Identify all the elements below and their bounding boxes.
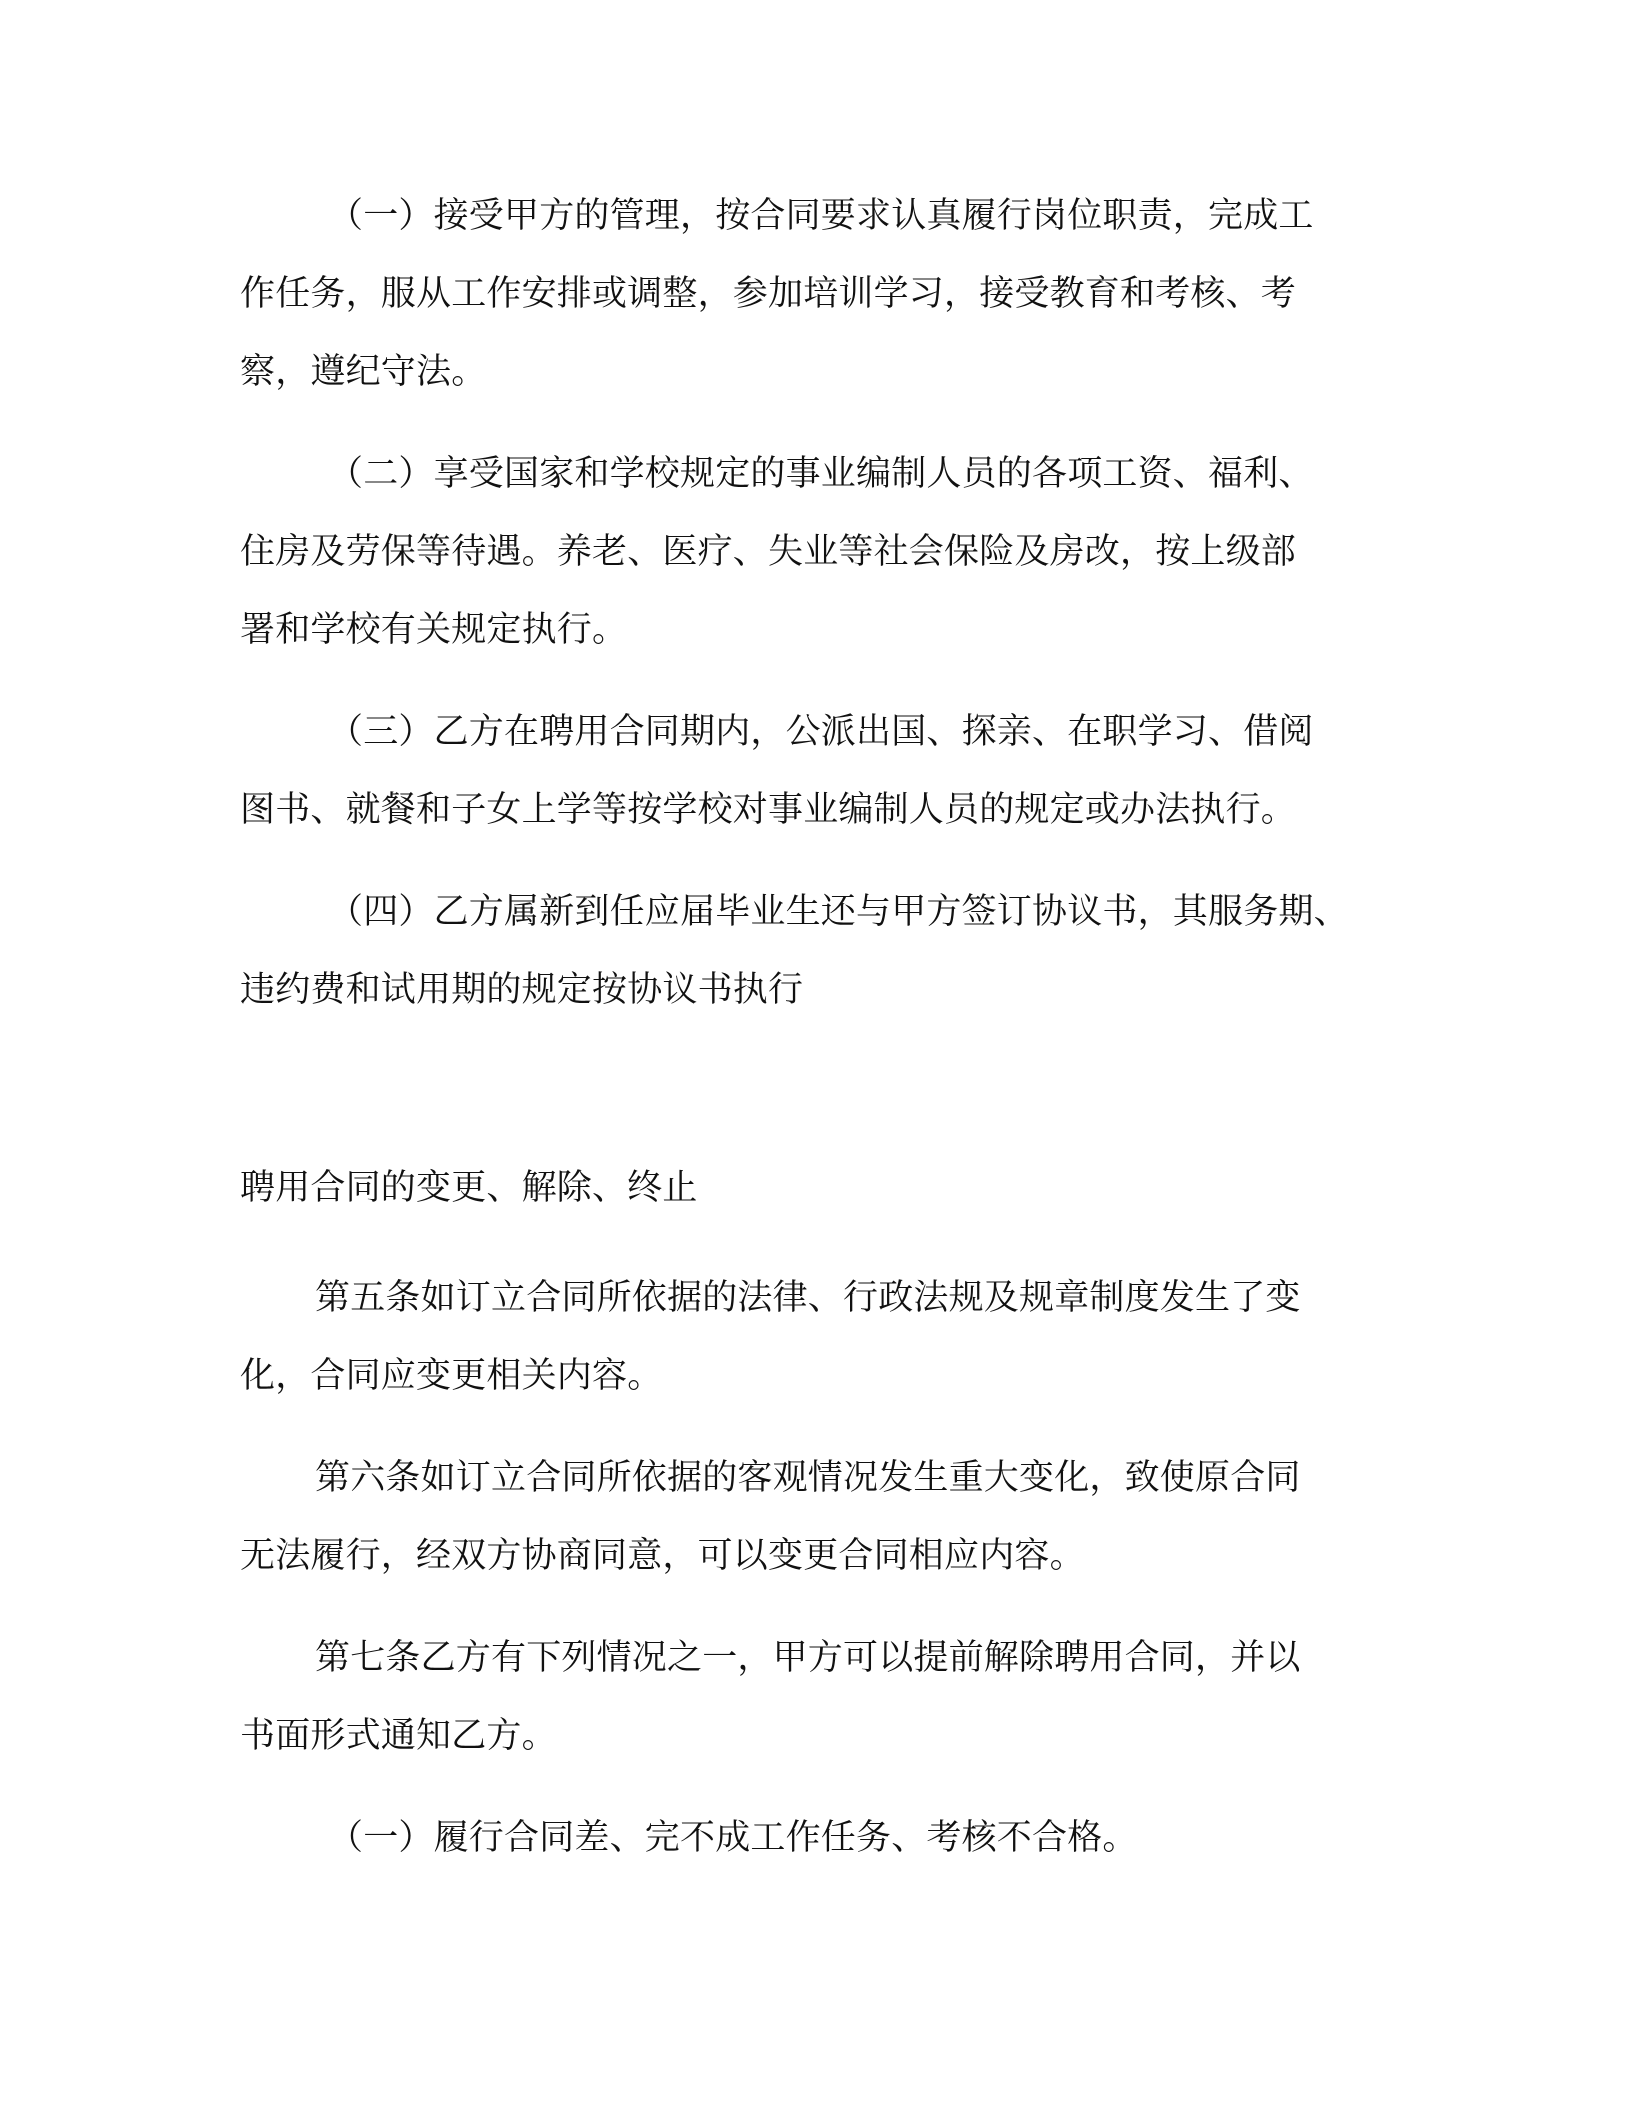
section-heading: 聘用合同的变更、解除、终止: [240, 1168, 698, 1208]
item-1-line-1: （一）接受甲方的管理，按合同要求认真履行岗位职责，完成工: [328, 196, 1314, 236]
article-6-line-1: 第六条如订立合同所依据的客观情况发生重大变化，致使原合同: [315, 1458, 1301, 1498]
item-4-line-2: 违约费和试用期的规定按协议书执行: [240, 970, 804, 1010]
article-5-line-2: 化，合同应变更相关内容。: [240, 1356, 663, 1396]
article-7-line-1: 第七条乙方有下列情况之一，甲方可以提前解除聘用合同，并以: [315, 1638, 1301, 1678]
item-1-line-3: 察，遵纪守法。: [240, 352, 487, 392]
article-6-line-2: 无法履行，经双方协商同意，可以变更合同相应内容。: [240, 1536, 1085, 1576]
article-5-line-1: 第五条如订立合同所依据的法律、行政法规及规章制度发生了变: [315, 1278, 1301, 1318]
item-3-line-2: 图书、就餐和子女上学等按学校对事业编制人员的规定或办法执行。: [240, 790, 1297, 830]
item-3-line-1: （三）乙方在聘用合同期内，公派出国、探亲、在职学习、借阅: [328, 712, 1314, 752]
article-7-item-1-line-1: （一）履行合同差、完不成工作任务、考核不合格。: [328, 1818, 1138, 1858]
item-4-line-1: （四）乙方属新到任应届毕业生还与甲方签订协议书，其服务期、: [328, 892, 1349, 932]
item-2-line-3: 署和学校有关规定执行。: [240, 610, 628, 650]
article-7-line-2: 书面形式通知乙方。: [240, 1716, 557, 1756]
item-2-line-2: 住房及劳保等待遇。养老、医疗、失业等社会保险及房改，按上级部: [240, 532, 1297, 572]
item-1-line-2: 作任务，服从工作安排或调整，参加培训学习，接受教育和考核、考: [240, 274, 1297, 314]
item-2-line-1: （二）享受国家和学校规定的事业编制人员的各项工资、福利、: [328, 454, 1314, 494]
